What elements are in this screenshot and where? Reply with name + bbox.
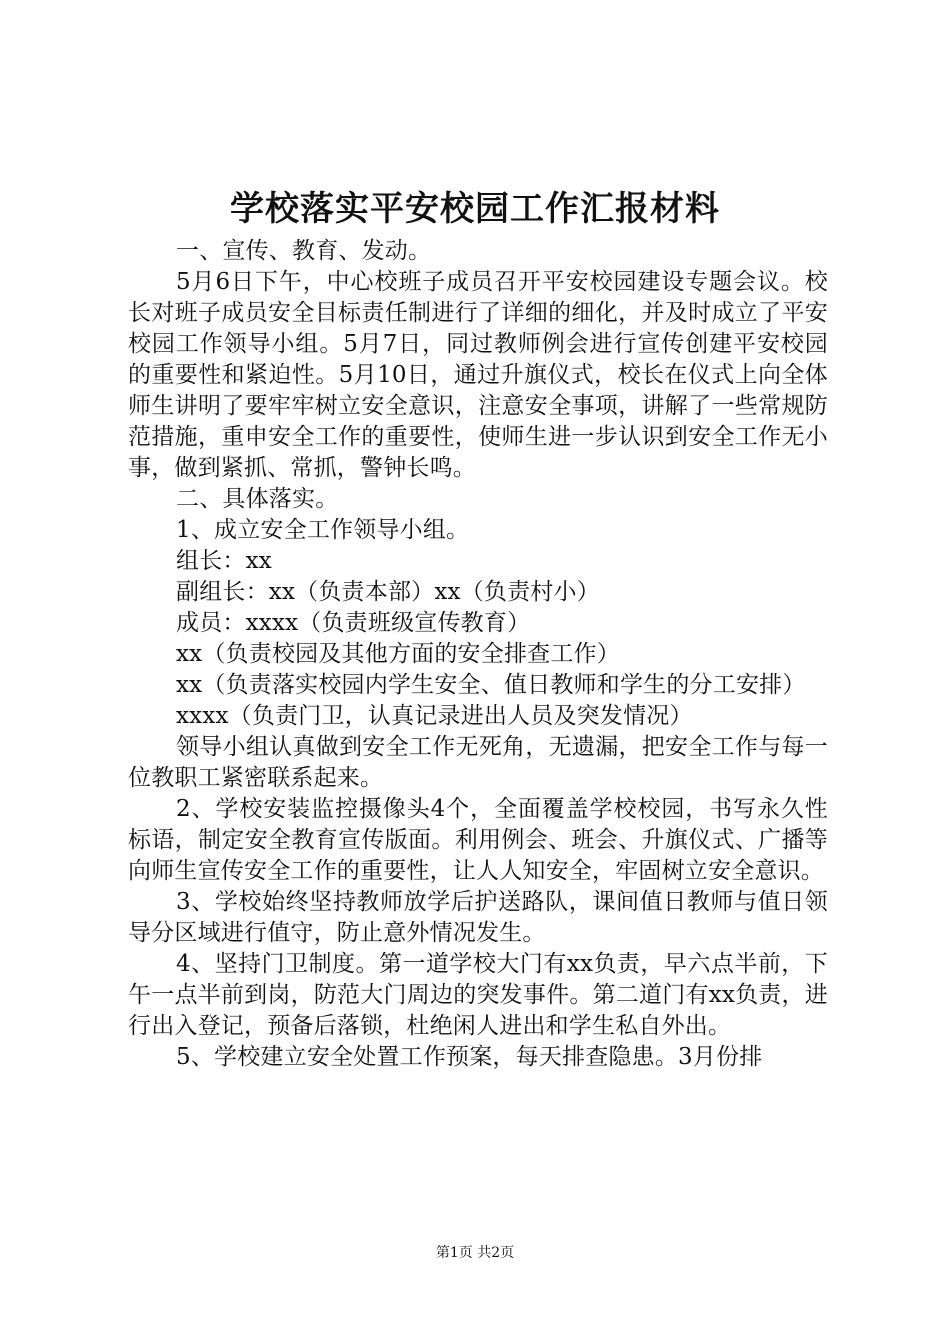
paragraph: xx（负责校园及其他方面的安全排查工作） xyxy=(176,641,620,667)
paragraph: 组长：xx xyxy=(176,548,272,574)
page-number: 第1页 共2页 xyxy=(435,1245,515,1261)
document-title: 学校落实平安校园工作汇报材料 xyxy=(230,189,720,229)
paragraph: 副组长：xx（负责本部）xx（负责村小） xyxy=(176,579,600,605)
paragraph: 3、学校始终坚持教师放学后护送路队，课间值日教师与值日领导分区域进行值守，防止意外情况发生。 xyxy=(128,889,828,946)
paragraph: 5月6日下午，中心校班子成员召开平安校园建设专题会议。校长对班子成员安全目标责任制进行了详细的细化，并及时成立了平安校园工作领导小组。5月7日，同过教师例会进行宣传创建平安校园的重要性和紧迫性。5月10日，通过升旗仪式，校长在仪式上向全体师生讲明了要牢牢树立安全意识，注意安全事项，讲解了一些常规防范措施，重申安全工作的重要性，使师生进一步认识到安全工作无小事，做到紧抓、常抓，警钟长鸣。 xyxy=(128,269,828,481)
paragraph: 5、学校建立安全处置工作预案，每天排查隐患。3月份排 xyxy=(176,1044,763,1070)
paragraph: 4、坚持门卫制度。第一道学校大门有xx负责，早六点半前，下午一点半前到岗，防范大门周边的突发事件。第二道门有xx负责，进行出入登记，预备后落锁，杜绝闲人进出和学生私自外出。 xyxy=(128,951,828,1039)
paragraph: 领导小组认真做到安全工作无死角，无遗漏，把安全工作与每一位教职工紧密联系起来。 xyxy=(128,734,828,791)
paragraph: 2、学校安装监控摄像头4个，全面覆盖学校校园，书写永久性标语，制定安全教育宣传版面。利用例会、班会、升旗仪式、广播等向师生宣传安全工作的重要性，让人人知安全，牢固树立安全意识。 xyxy=(128,796,828,884)
paragraph: 成员：xxxx（负责班级宣传教育） xyxy=(176,610,531,636)
paragraph: xxxx（负责门卫，认真记录进出人员及突发情况） xyxy=(176,703,693,729)
paragraph: 二、具体落实。 xyxy=(176,486,339,512)
paragraph: xx（负责落实校园内学生安全、值日教师和学生的分工安排） xyxy=(176,672,806,698)
paragraph: 1、成立安全工作领导小组。 xyxy=(176,517,470,543)
paragraph: 一、宣传、教育、发动。 xyxy=(176,238,432,264)
document-body xyxy=(128,236,828,1073)
